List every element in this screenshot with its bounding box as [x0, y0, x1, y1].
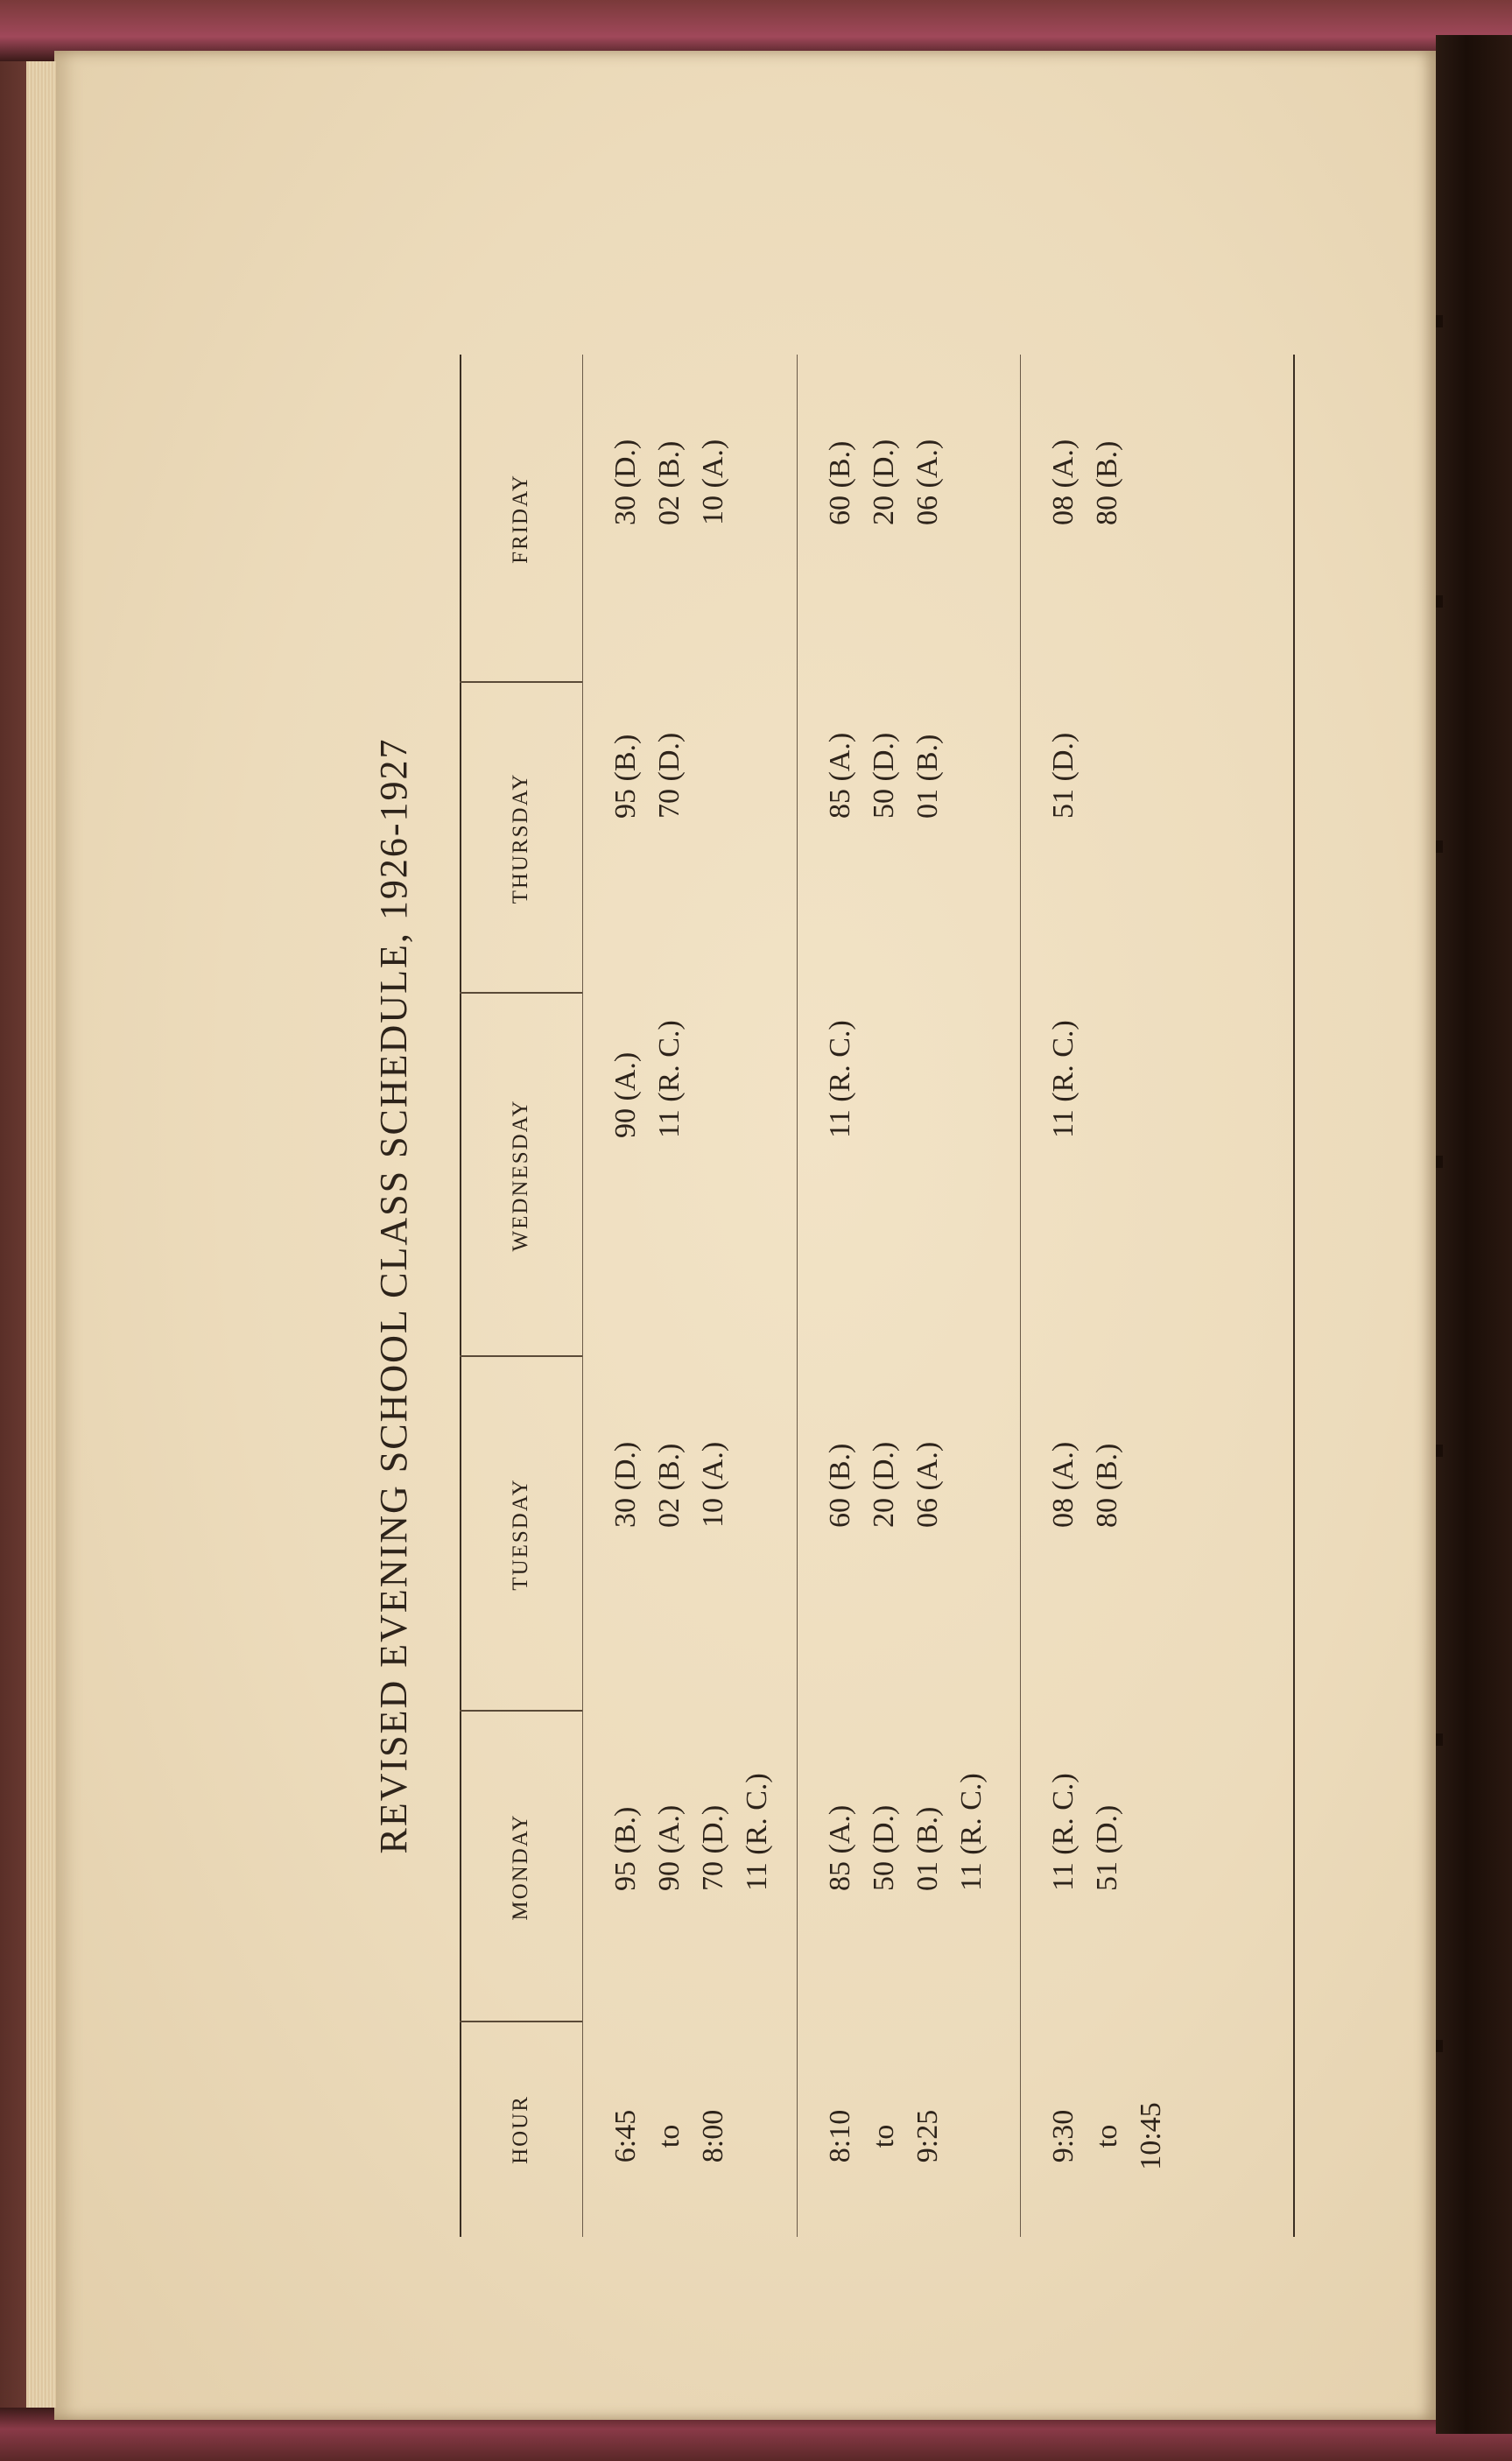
- page-stack-edges: [26, 61, 56, 2408]
- monday-cell: 95 (B.) 90 (A.) 70 (D.) 11 (R. C.): [609, 1773, 773, 1891]
- binding-notch: [1436, 595, 1443, 608]
- tuesday-cell: 08 (A.) 80 (B.): [1047, 1441, 1123, 1528]
- book-spine-edge: [1436, 35, 1512, 2434]
- wednesday-cell: 11 (R. C.): [1047, 1020, 1079, 1138]
- header-hour: HOUR: [509, 2095, 532, 2164]
- hour-cell: 6:45 to 8:00: [609, 2109, 729, 2163]
- thursday-cell: 95 (B.) 70 (D.): [609, 732, 686, 819]
- schedule-table: [460, 355, 1296, 2237]
- monday-cell: 85 (A.) 50 (D.) 01 (B.) 11 (R. C.): [824, 1773, 988, 1891]
- thursday-cell: 51 (D.): [1047, 732, 1079, 819]
- row-divider: [1020, 355, 1021, 2237]
- binding-notch: [1436, 315, 1443, 327]
- hour-cell: 9:30 to 10:45: [1047, 2102, 1167, 2170]
- header-tuesday: TUESDAY: [509, 1478, 532, 1591]
- header-monday: MONDAY: [509, 1813, 532, 1921]
- schedule-title: REVISED EVENING SCHOOL CLASS SCHEDULE, 1926-1927: [372, 737, 415, 1854]
- binding-notch: [1436, 840, 1443, 853]
- wednesday-cell: 11 (R. C.): [824, 1020, 856, 1138]
- tuesday-cell: 30 (D.) 02 (B.) 10 (A.): [609, 1441, 729, 1528]
- row-divider: [797, 355, 798, 2237]
- header-rule: [582, 355, 583, 2237]
- monday-cell: 11 (R. C.) 51 (D.): [1047, 1773, 1123, 1891]
- friday-cell: 30 (D.) 02 (B.) 10 (A.): [609, 439, 729, 525]
- header-friday: FRIDAY: [509, 474, 532, 564]
- friday-cell: 60 (B.) 20 (D.) 06 (A.): [824, 439, 944, 525]
- binding-notch: [1436, 2040, 1443, 2052]
- binding-notch: [1436, 1733, 1443, 1746]
- hour-cell: 8:10 to 9:25: [824, 2109, 944, 2163]
- wednesday-cell: 90 (A.) 11 (R. C.): [609, 1020, 686, 1138]
- header-wednesday: WEDNESDAY: [509, 1099, 532, 1252]
- friday-cell: 08 (A.) 80 (B.): [1047, 439, 1123, 525]
- rotated-schedule: [368, 355, 1296, 2237]
- binding-notch: [1436, 1156, 1443, 1168]
- table-bottom-rule: [1293, 355, 1295, 2237]
- thursday-cell: 85 (A.) 50 (D.) 01 (B.): [824, 732, 944, 819]
- tuesday-cell: 60 (B.) 20 (D.) 06 (A.): [824, 1441, 944, 1528]
- binding-notch: [1436, 1445, 1443, 1457]
- header-thursday: THURSDAY: [509, 772, 532, 904]
